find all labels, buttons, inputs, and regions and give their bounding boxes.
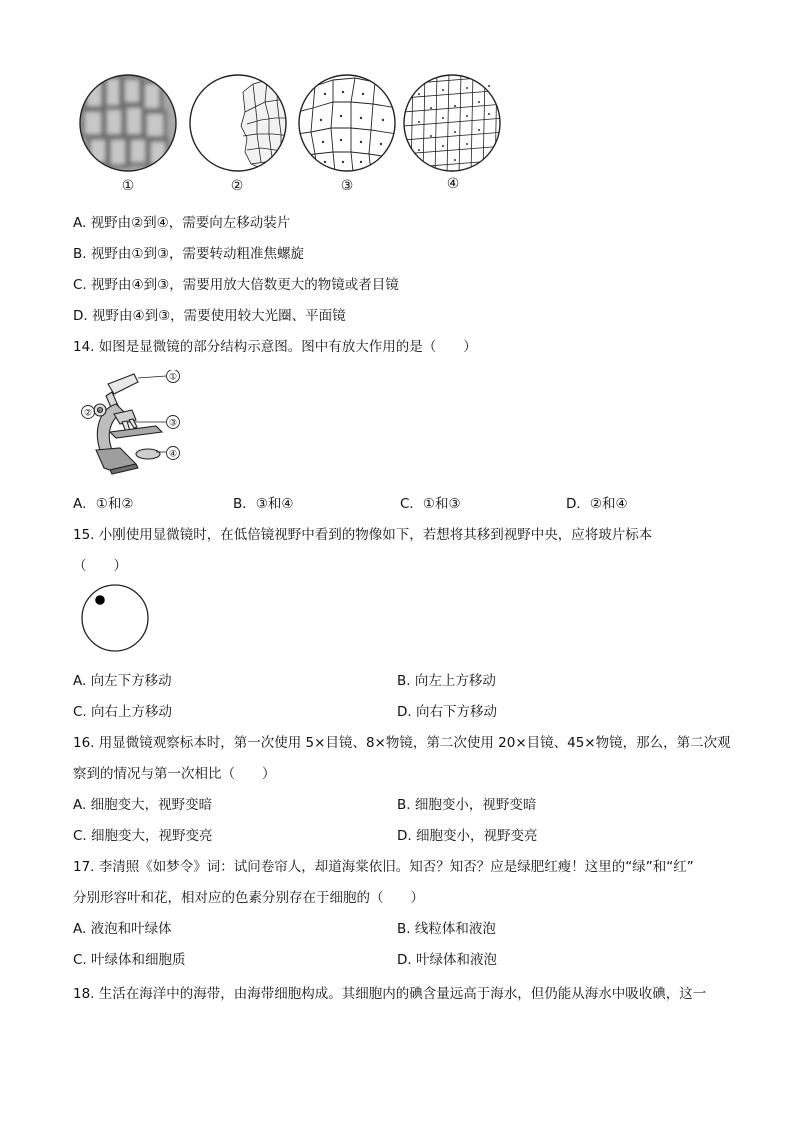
q17-option-c: C. 叶绿体和细胞质 [73,952,186,968]
field-4-small-cells [403,72,505,176]
q15-stem-line2: （ ） [73,558,127,574]
q15-stem-line1: 15. 小刚使用显微镜时，在低倍镜视野中看到的物像如下，若想将其移到视野中央，应将玻片标本 [73,527,653,543]
q17-option-a: A. 液泡和叶绿体 [73,921,172,937]
q14-option-b: B．③和④ [233,496,294,512]
q17-option-b: B. 线粒体和液泡 [397,921,496,937]
q15-option-b: B. 向左上方移动 [397,673,496,689]
q15-option-a: A. 向左下方移动 [73,673,172,689]
field-label-3: ③ [340,178,354,194]
q16-option-b: B. 细胞变小，视野变暗 [397,797,537,813]
field-3-large-cells [297,75,397,172]
q16-stem-line2: 察到的情况与第一次相比（ ） [73,766,276,782]
field-label-4: ④ [446,176,460,192]
q15-option-d: D. 向右下方移动 [397,704,497,720]
q16-option-c: C. 细胞变大，视野变亮 [73,828,213,844]
field-circle [82,585,148,651]
specimen-dot [95,595,105,605]
field-1-blurred [80,75,176,171]
q16-option-a: A. 细胞变大，视野变暗 [73,797,213,813]
q16-option-d: D. 细胞变小，视野变亮 [397,828,538,844]
q17-stem-line1: 17. 李清照《如梦令》词：试问卷帘人，却道海棠依旧。知否？知否？应是绿肥红瘦！这里的“绿”和“红” [73,859,694,875]
field-label-1: ① [121,178,135,194]
q13-option-b: B. 视野由①到③，需要转动粗准焦螺旋 [73,246,305,262]
field-label-2: ② [230,178,244,194]
microscope-label-4: ④ [168,449,178,460]
field-2-cells-at-right [190,75,290,171]
q14-option-d: D．②和④ [566,496,628,512]
microscope-label-1: ① [168,372,178,383]
microscope-figure [76,370,191,480]
low-power-field-figure [78,583,154,655]
q15-option-c: C. 向右上方移动 [73,704,173,720]
microscope-label-3: ③ [168,418,178,429]
q14-option-c: C．①和③ [400,496,461,512]
q13-option-d: D. 视野由④到③，需要使用较大光圈、平面镜 [73,308,346,324]
q17-stem-line2: 分别形容叶和花，相对应的色素分别存在于细胞的（ ） [73,890,424,906]
q14-option-a: A．①和② [73,496,134,512]
q14-stem: 14. 如图是显微镜的部分结构示意图。图中有放大作用的是（ ） [73,339,477,355]
q18-stem-line1: 18. 生活在海洋中的海带，由海带细胞构成。其细胞内的碘含量远高于海水，但仍能从海水中吸收碘，这一 [73,986,707,1002]
q13-option-c: C. 视野由④到③，需要用放大倍数更大的物镜或者目镜 [73,277,399,293]
q16-stem-line1: 16. 用显微镜观察标本时，第一次使用 5×目镜、8×物镜，第二次使用 20×目镜、45×物镜，那么，第二次观 [73,735,731,751]
microscope-label-2: ② [83,408,93,419]
q13-option-a: A. 视野由②到④，需要向左移动装片 [73,215,291,231]
q17-option-d: D. 叶绿体和液泡 [397,952,497,968]
